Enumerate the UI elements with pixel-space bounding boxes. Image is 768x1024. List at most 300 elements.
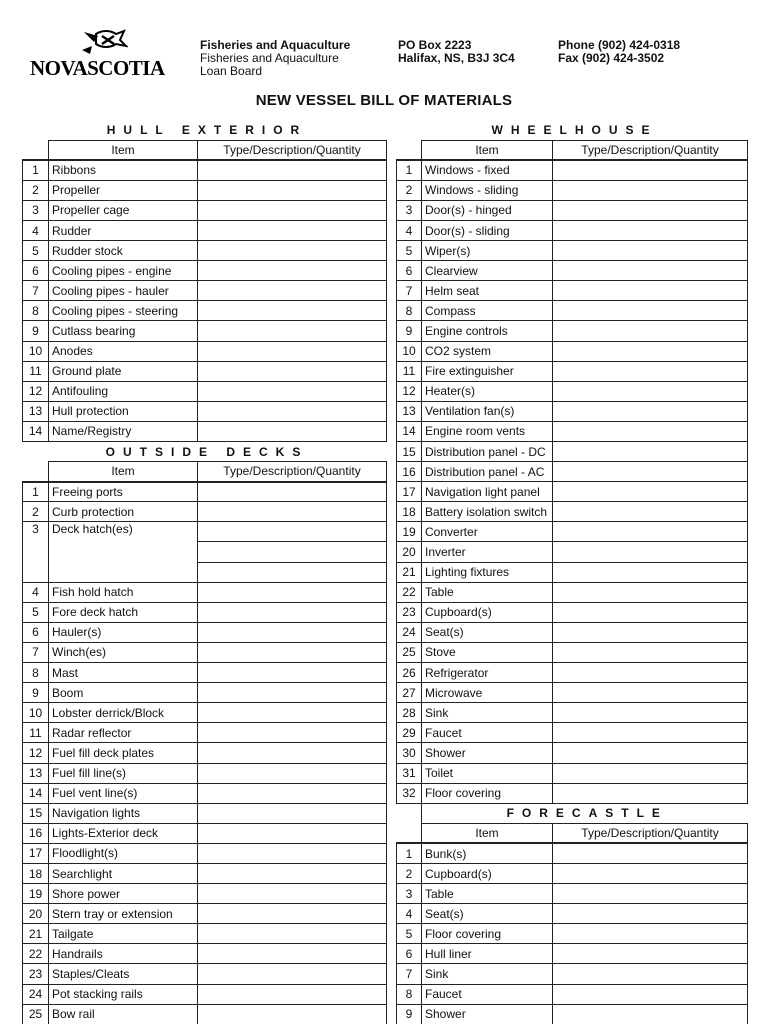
row-number: 23 xyxy=(23,964,49,984)
item-name xyxy=(422,763,553,783)
description-field[interactable] xyxy=(198,602,387,622)
description-field[interactable] xyxy=(553,381,748,401)
table-row xyxy=(397,622,748,642)
table-row xyxy=(23,763,387,783)
description-field[interactable] xyxy=(198,401,387,421)
item-name xyxy=(49,241,198,261)
row-number: 25 xyxy=(397,642,422,662)
item-name xyxy=(422,783,553,803)
row-number: 4 xyxy=(23,220,49,240)
item-name xyxy=(422,884,553,904)
row-number: 7 xyxy=(23,281,49,301)
table-row xyxy=(397,642,748,662)
description-field[interactable] xyxy=(198,502,387,522)
item-name xyxy=(49,321,198,341)
item-name xyxy=(422,663,553,683)
item-name xyxy=(422,442,553,462)
section-header-row xyxy=(23,120,387,140)
item-label: Bow rail xyxy=(52,1007,95,1022)
item-label: Freeing ports xyxy=(52,484,123,499)
item-label: Windows - fixed xyxy=(425,163,510,178)
table-row xyxy=(397,964,748,984)
description-column-header: Type/Description/Quantity xyxy=(198,140,387,160)
description-field[interactable] xyxy=(553,341,748,361)
table-row xyxy=(23,522,387,542)
description-field[interactable] xyxy=(198,381,387,401)
description-field[interactable] xyxy=(553,220,748,240)
table-row xyxy=(23,964,387,984)
description-column-header: Type/Description/Quantity xyxy=(553,823,748,843)
item-name xyxy=(422,321,553,341)
table-row xyxy=(23,602,387,622)
table-row xyxy=(397,663,748,683)
description-field[interactable] xyxy=(553,863,748,883)
table-row xyxy=(23,261,387,281)
row-number: 1 xyxy=(397,160,422,180)
item-label: Fish hold hatch xyxy=(52,585,134,600)
description-field[interactable] xyxy=(553,462,748,482)
description-field[interactable] xyxy=(553,562,748,582)
item-name xyxy=(49,281,198,301)
description-field[interactable] xyxy=(198,582,387,602)
description-field[interactable] xyxy=(198,341,387,361)
item-label: Fuel fill deck plates xyxy=(52,745,155,760)
item-label: Fuel fill line(s) xyxy=(52,766,127,781)
table-row xyxy=(397,562,748,582)
item-label: Propeller cage xyxy=(52,203,130,218)
item-label: Cutlass bearing xyxy=(52,323,136,338)
left-materials-table xyxy=(22,120,387,1024)
row-number: 7 xyxy=(23,642,49,662)
row-number: 9 xyxy=(23,683,49,703)
row-number: 11 xyxy=(23,723,49,743)
description-field[interactable] xyxy=(553,642,748,662)
item-name xyxy=(422,341,553,361)
table-row xyxy=(23,160,387,180)
table-row xyxy=(23,663,387,683)
description-field[interactable] xyxy=(553,964,748,984)
item-label: Rudder xyxy=(52,223,92,238)
item-label: Compass xyxy=(425,303,476,318)
item-label: Deck hatch(es) xyxy=(52,522,133,537)
description-field[interactable] xyxy=(553,763,748,783)
item-name xyxy=(49,703,198,723)
item-name xyxy=(49,663,198,683)
item-name xyxy=(422,582,553,602)
description-field[interactable] xyxy=(553,502,748,522)
description-field[interactable] xyxy=(198,683,387,703)
description-field[interactable] xyxy=(553,582,748,602)
item-label: Fuel vent line(s) xyxy=(52,786,138,801)
description-field[interactable] xyxy=(553,361,748,381)
row-number: 30 xyxy=(397,743,422,763)
nova-scotia-logo xyxy=(30,28,180,78)
address-line-2: Halifax, NS, B3J 3C4 xyxy=(398,51,515,65)
description-field[interactable] xyxy=(553,663,748,683)
table-row xyxy=(397,944,748,964)
description-field[interactable] xyxy=(553,743,748,763)
row-number: 14 xyxy=(397,421,422,441)
table-row xyxy=(397,1004,748,1024)
item-label: Lighting fixtures xyxy=(425,565,510,580)
item-name xyxy=(49,944,198,964)
table-row xyxy=(397,241,748,261)
item-label: Handrails xyxy=(52,946,103,961)
description-field[interactable] xyxy=(198,924,387,944)
item-name xyxy=(422,421,553,441)
description-field[interactable] xyxy=(198,261,387,281)
description-field[interactable] xyxy=(553,783,748,803)
item-label: Winch(es) xyxy=(52,645,107,660)
item-label: Fire extinguisher xyxy=(425,364,514,379)
item-name xyxy=(49,522,198,582)
organization-block xyxy=(200,39,350,78)
row-number: 14 xyxy=(23,783,49,803)
item-label: Converter xyxy=(425,524,478,539)
table-row xyxy=(397,763,748,783)
description-field[interactable] xyxy=(198,843,387,863)
item-label: Ribbons xyxy=(52,163,97,178)
row-number: 2 xyxy=(23,502,49,522)
description-field[interactable] xyxy=(198,763,387,783)
row-number: 13 xyxy=(397,401,422,421)
description-field[interactable] xyxy=(553,261,748,281)
description-field[interactable] xyxy=(198,482,387,502)
item-label: Stove xyxy=(425,645,456,660)
description-field[interactable] xyxy=(198,1004,387,1024)
row-number: 31 xyxy=(397,763,422,783)
table-row xyxy=(23,683,387,703)
description-field[interactable] xyxy=(198,241,387,261)
item-name xyxy=(49,823,198,843)
description-field[interactable] xyxy=(198,964,387,984)
document-title: NEW VESSEL BILL OF MATERIALS xyxy=(255,92,513,109)
contact-block xyxy=(558,39,680,65)
table-row xyxy=(397,361,748,381)
description-field[interactable] xyxy=(198,200,387,220)
item-label: Hull liner xyxy=(425,946,472,961)
item-label: Seat(s) xyxy=(425,906,464,921)
table-row xyxy=(397,200,748,220)
item-label: CO xyxy=(425,344,443,359)
table-row xyxy=(397,180,748,200)
description-field[interactable] xyxy=(198,180,387,200)
item-name xyxy=(422,361,553,381)
description-field[interactable] xyxy=(553,542,748,562)
description-field[interactable] xyxy=(198,663,387,683)
row-number: 12 xyxy=(23,743,49,763)
item-label: Microwave xyxy=(425,685,483,700)
item-label: Windows - sliding xyxy=(425,183,519,198)
row-number: 5 xyxy=(23,602,49,622)
row-number: 17 xyxy=(23,843,49,863)
description-field[interactable] xyxy=(198,542,387,562)
item-name xyxy=(422,381,553,401)
row-number: 4 xyxy=(397,220,422,240)
table-row xyxy=(23,220,387,240)
row-number: 5 xyxy=(397,241,422,261)
description-field[interactable] xyxy=(553,703,748,723)
table-row xyxy=(397,220,748,240)
item-label: Wiper(s) xyxy=(425,243,471,258)
item-label: Battery isolation switch xyxy=(425,504,548,519)
item-name xyxy=(49,261,198,281)
table-row xyxy=(23,341,387,361)
item-name xyxy=(49,763,198,783)
item-label: Heater(s) xyxy=(425,384,476,399)
table-row xyxy=(397,462,748,482)
item-label: Cooling pipes - hauler xyxy=(52,283,169,298)
row-number: 13 xyxy=(23,763,49,783)
table-row xyxy=(23,823,387,843)
item-label: Cupboard(s) xyxy=(425,605,492,620)
row-number: 6 xyxy=(23,622,49,642)
description-field[interactable] xyxy=(553,421,748,441)
item-name xyxy=(49,884,198,904)
row-number: 20 xyxy=(23,904,49,924)
table-row xyxy=(23,803,387,823)
org-name: Fisheries and Aquaculture xyxy=(200,38,351,52)
item-label: Clearview xyxy=(425,263,478,278)
item-name xyxy=(49,984,198,1004)
description-field[interactable] xyxy=(198,642,387,662)
description-field[interactable] xyxy=(553,442,748,462)
item-name xyxy=(49,482,198,502)
item-label: Curb protection xyxy=(52,504,135,519)
row-number: 21 xyxy=(23,924,49,944)
item-name xyxy=(422,602,553,622)
section-header-row xyxy=(23,442,387,462)
description-field[interactable] xyxy=(198,321,387,341)
item-name xyxy=(422,683,553,703)
item-label: Floodlight(s) xyxy=(52,846,119,861)
table-row xyxy=(23,944,387,964)
item-label: Bunk(s) xyxy=(425,846,467,861)
description-field[interactable] xyxy=(198,803,387,823)
table-row xyxy=(397,421,748,441)
section-title-forecastle: FORECASTLE xyxy=(506,806,668,821)
table-row xyxy=(23,743,387,763)
item-name xyxy=(422,482,553,502)
description-field[interactable] xyxy=(553,904,748,924)
item-label: Helm seat xyxy=(425,283,480,298)
table-row xyxy=(397,341,748,361)
description-field[interactable] xyxy=(553,984,748,1004)
spacer-cell xyxy=(23,140,49,160)
description-field[interactable] xyxy=(553,622,748,642)
row-number: 16 xyxy=(23,823,49,843)
description-field[interactable] xyxy=(553,602,748,622)
section-header-row xyxy=(397,120,748,140)
row-number: 21 xyxy=(397,562,422,582)
item-name xyxy=(49,1004,198,1024)
right-materials-table xyxy=(396,120,748,1024)
description-field[interactable] xyxy=(198,522,387,542)
item-name xyxy=(49,301,198,321)
item-label: Inverter xyxy=(425,545,466,560)
item-label: Faucet xyxy=(425,725,462,740)
description-field[interactable] xyxy=(198,622,387,642)
item-name xyxy=(49,683,198,703)
row-number: 32 xyxy=(397,783,422,803)
item-label: Ventilation fan(s) xyxy=(425,404,515,419)
description-field[interactable] xyxy=(553,1004,748,1024)
row-number: 20 xyxy=(397,542,422,562)
section-header-row xyxy=(397,803,748,823)
row-number: 11 xyxy=(23,361,49,381)
row-number: 6 xyxy=(23,261,49,281)
item-label: Searchlight xyxy=(52,866,113,881)
description-field[interactable] xyxy=(553,482,748,502)
spacer-cell xyxy=(397,140,422,160)
table-row xyxy=(23,200,387,220)
item-label: Anodes xyxy=(52,344,93,359)
address-block xyxy=(398,39,515,65)
item-name xyxy=(422,622,553,642)
item-label: Mast xyxy=(52,665,79,680)
item-label: Pot stacking rails xyxy=(52,987,143,1002)
item-label-tail: system xyxy=(449,344,492,359)
description-field[interactable] xyxy=(553,301,748,321)
row-number: 24 xyxy=(23,984,49,1004)
spacer-cell xyxy=(23,462,49,482)
description-field[interactable] xyxy=(553,723,748,743)
item-name xyxy=(422,924,553,944)
org-line-3: Loan Board xyxy=(200,64,263,78)
item-column-header: Item xyxy=(49,462,198,482)
description-field[interactable] xyxy=(553,924,748,944)
description-field[interactable] xyxy=(198,884,387,904)
description-field[interactable] xyxy=(553,522,748,542)
table-row xyxy=(397,482,748,502)
row-number: 9 xyxy=(23,321,49,341)
item-label: Ground plate xyxy=(52,364,122,379)
item-name xyxy=(422,944,553,964)
table-row xyxy=(23,401,387,421)
table-row xyxy=(397,522,748,542)
table-row xyxy=(397,743,748,763)
table-row xyxy=(23,884,387,904)
item-name xyxy=(422,542,553,562)
item-name xyxy=(422,904,553,924)
table-row xyxy=(23,482,387,502)
item-label: Lights-Exterior deck xyxy=(52,826,159,841)
item-label: Name/Registry xyxy=(52,424,132,439)
item-name xyxy=(422,180,553,200)
item-label: Distribution panel - DC xyxy=(425,444,546,459)
description-field[interactable] xyxy=(198,361,387,381)
item-name xyxy=(49,904,198,924)
column-header-row xyxy=(397,823,748,843)
description-field[interactable] xyxy=(198,703,387,723)
table-row xyxy=(23,421,387,441)
fax-number: Fax (902) 424-3502 xyxy=(558,51,665,65)
item-label: Radar reflector xyxy=(52,725,132,740)
description-field[interactable] xyxy=(198,421,387,441)
section-title-outside-decks: OUTSIDE DECKS xyxy=(105,444,309,459)
description-field[interactable] xyxy=(198,823,387,843)
description-field[interactable] xyxy=(553,683,748,703)
row-number: 10 xyxy=(23,341,49,361)
item-label: Sink xyxy=(425,705,449,720)
description-field[interactable] xyxy=(553,884,748,904)
item-label: Faucet xyxy=(425,987,462,1002)
item-label: Navigation light panel xyxy=(425,484,540,499)
item-label: Refrigerator xyxy=(425,665,489,680)
item-name xyxy=(422,281,553,301)
row-number: 8 xyxy=(397,301,422,321)
description-field[interactable] xyxy=(198,944,387,964)
description-column-header: Type/Description/Quantity xyxy=(198,462,387,482)
row-number: 19 xyxy=(23,884,49,904)
item-name xyxy=(422,522,553,542)
row-number: 18 xyxy=(397,502,422,522)
item-name xyxy=(422,502,553,522)
table-row xyxy=(23,381,387,401)
table-row xyxy=(397,783,748,803)
item-name xyxy=(49,361,198,381)
item-name xyxy=(49,200,198,220)
description-field[interactable] xyxy=(553,160,748,180)
description-field[interactable] xyxy=(553,401,748,421)
spacer-cell xyxy=(397,803,422,823)
item-column-header: Item xyxy=(49,140,198,160)
description-field[interactable] xyxy=(198,301,387,321)
description-field[interactable] xyxy=(198,863,387,883)
description-field[interactable] xyxy=(553,281,748,301)
description-field[interactable] xyxy=(198,723,387,743)
description-field[interactable] xyxy=(198,783,387,803)
description-field[interactable] xyxy=(553,200,748,220)
item-label: Door(s) - hinged xyxy=(425,203,512,218)
description-field[interactable] xyxy=(198,281,387,301)
item-name xyxy=(422,200,553,220)
row-number: 19 xyxy=(397,522,422,542)
description-field[interactable] xyxy=(198,220,387,240)
description-field[interactable] xyxy=(553,321,748,341)
item-label: Floor covering xyxy=(425,926,502,941)
item-label: Navigation lights xyxy=(52,806,141,821)
item-label: Hauler(s) xyxy=(52,625,102,640)
description-field[interactable] xyxy=(553,944,748,964)
description-field[interactable] xyxy=(198,160,387,180)
item-name xyxy=(49,964,198,984)
item-label: Boom xyxy=(52,685,84,700)
description-field[interactable] xyxy=(198,743,387,763)
item-name xyxy=(422,220,553,240)
row-number: 18 xyxy=(23,863,49,883)
item-label: Floor covering xyxy=(425,786,502,801)
item-name xyxy=(49,743,198,763)
description-field[interactable] xyxy=(198,562,387,582)
table-row xyxy=(397,843,748,863)
table-row xyxy=(397,301,748,321)
item-name xyxy=(49,421,198,441)
row-number: 2 xyxy=(23,180,49,200)
table-row xyxy=(397,502,748,522)
description-field[interactable] xyxy=(198,984,387,1004)
description-field[interactable] xyxy=(553,180,748,200)
description-field[interactable] xyxy=(198,904,387,924)
item-name xyxy=(49,622,198,642)
item-name xyxy=(422,863,553,883)
row-number: 26 xyxy=(397,663,422,683)
description-field[interactable] xyxy=(553,241,748,261)
table-row xyxy=(23,642,387,662)
description-field[interactable] xyxy=(553,843,748,863)
column-header-row xyxy=(23,462,387,482)
table-row xyxy=(397,442,748,462)
